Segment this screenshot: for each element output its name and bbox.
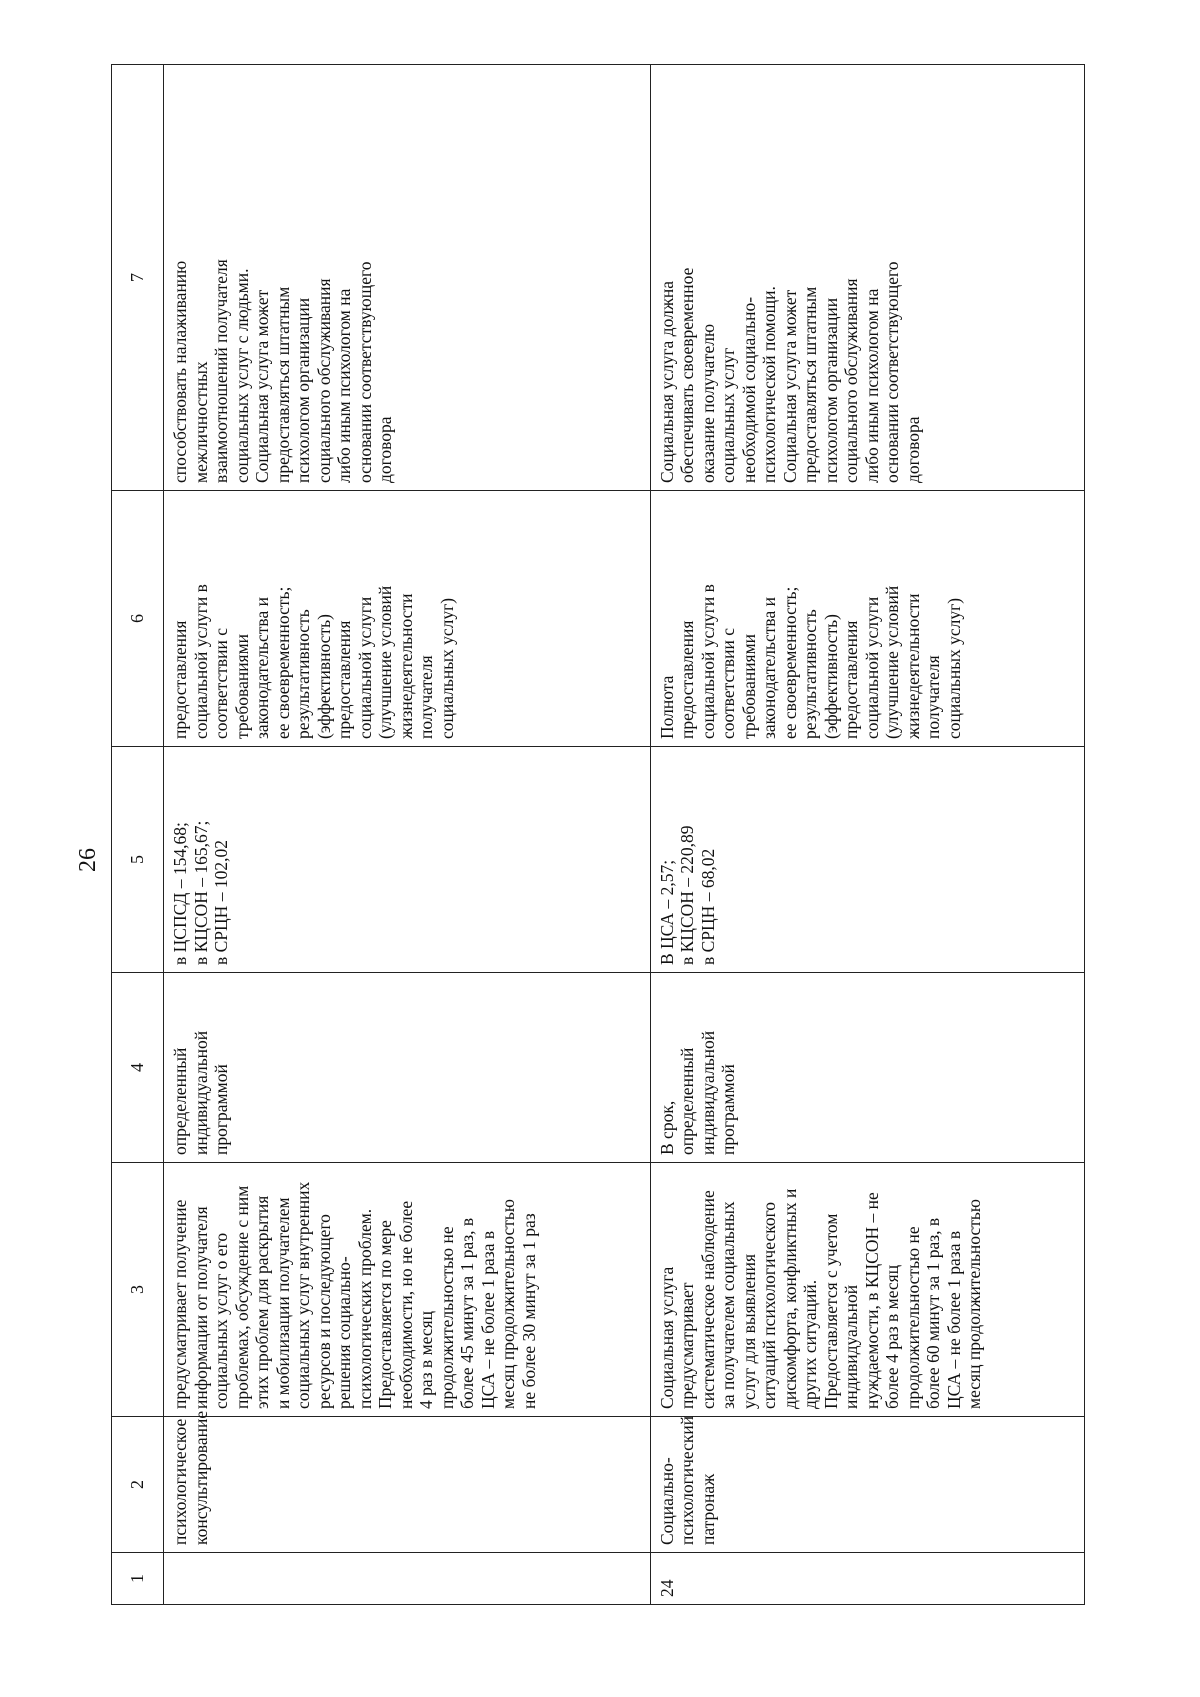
service-conditions-cell: Социальная услуга должна обеспечивать своевременное оказание получателю социальных услуг необходимой социально- психологической помощи. Социальная услуга может предоставляться штатным психологом организации социального обслуживания либо иным психологом на основании соответствующего договора	[650, 65, 1084, 491]
services-table-rotated	[111, 65, 1085, 1605]
table-row	[650, 65, 1084, 1605]
column-header: 4	[112, 973, 164, 1163]
page-number: 26	[75, 848, 101, 872]
column-header: 1	[112, 1553, 164, 1605]
service-name-cell: Социально- психологический патронаж	[650, 1417, 1084, 1553]
row-number-cell	[164, 1553, 651, 1605]
column-header: 7	[112, 65, 164, 491]
service-tariff-cell: в ЦСПСД – 154,68; в КЦСОН – 165,67; в СРЦН – 102,02	[164, 747, 651, 973]
service-conditions-cell: способствовать налаживанию межличностных взаимоотношений получателя социальных услуг с людьми. Социальная услуга может предоставляться штатным психологом организации социального обслуживания либо иным психологом на основании соответствующего договора	[164, 65, 651, 491]
service-tariff-cell: В ЦСА – 2,57; в КЦСОН – 220,89 в СРЦН – 68,02	[650, 747, 1084, 973]
quality-indicators-cell: Полнота предоставления социальной услуги в соответствии с требованиями законодательства и ее своевременность; результативность (эффективность) предоставления социальной услуги (улучшение условий жизнедеятельности получателя социальных услуг)	[650, 491, 1084, 747]
row-number-cell: 24	[650, 1553, 1084, 1605]
quality-indicators-cell: предоставления социальной услуги в соответствии с требованиями законодательства и ее своевременность; результативность (эффективность) предоставления социальной услуги (улучшение условий жизнедеятельности получателя социальных услуг)	[164, 491, 651, 747]
service-name-cell: психологическое консультирование	[164, 1417, 651, 1553]
service-description-cell: Социальная услуга предусматривает систематическое наблюдение за получателем социальных услуг для выявления ситуаций психологического дискомфорта, конфликтных и других ситуаций. Предоставляется с учетом индивидуальной нуждаемости, в КЦСОН – не более 4 раз в месяц продолжительностью не более 60 минут за 1 раз, в ЦСА – не более 1 раза в месяц продолжительностью	[650, 1163, 1084, 1417]
column-header: 3	[112, 1163, 164, 1417]
service-term-cell: определенный индивидуальной программой	[164, 973, 651, 1163]
column-header: 5	[112, 747, 164, 973]
service-description-cell: предусматривает получение информации от получателя социальных услуг о его проблемах, обсуждение с ним этих проблем для раскрытия и мобилизации получателем социальных услуг внутренних ресурсов и последующего решения социально- психологических проблем. Предоставляется по мере необходимости, но не более 4 раз в месяц продолжительностью не более 45 минут за 1 раз, в ЦСА – не более 1 раза в месяц продолжительностью не более 30 минут за 1 раз	[164, 1163, 651, 1417]
table-row	[164, 65, 651, 1605]
table-header-row	[112, 65, 164, 1605]
services-table	[111, 64, 1085, 1605]
column-header: 6	[112, 491, 164, 747]
service-term-cell: В срок, определенный индивидуальной программой	[650, 973, 1084, 1163]
column-header: 2	[112, 1417, 164, 1553]
